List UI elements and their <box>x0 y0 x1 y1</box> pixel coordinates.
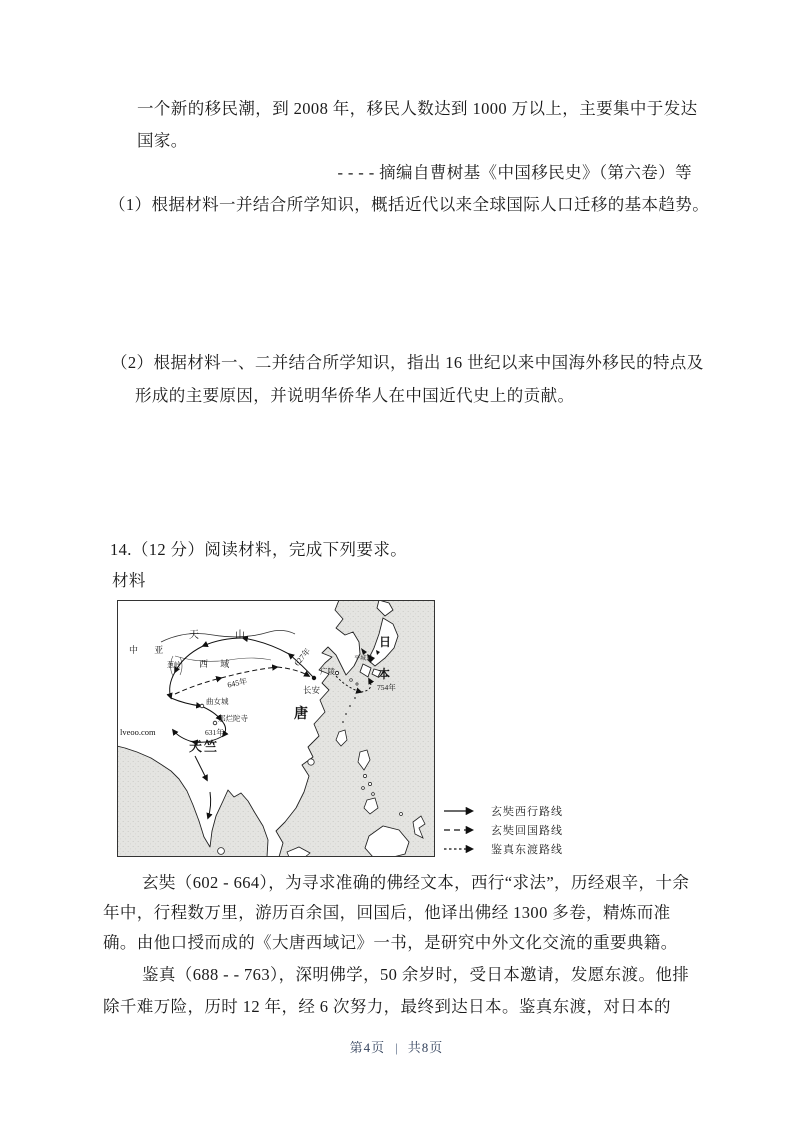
hainan-island <box>308 759 314 765</box>
label-year-631: 631年 <box>205 728 224 737</box>
legend-label: 鉴真东渡路线 <box>491 843 563 856</box>
legend-row-xuanzang-return <box>443 820 623 839</box>
legend-label: 玄奘西行路线 <box>491 805 563 818</box>
label-japan-ri: 日 <box>379 635 392 649</box>
dotted-route-arrow-icon <box>443 844 481 854</box>
page-footer <box>0 1037 793 1056</box>
jianzhen-paragraph-line: 除千难万险，历时 12 年，经 6 次努力，最终到达日本。鉴真东渡，对日本的 <box>103 997 671 1016</box>
guangling-dot <box>335 671 338 674</box>
paragraph-line: 一个新的移民潮，到 2008 年，移民人数达到 1000 万以上，主要集中于发达 <box>137 99 698 118</box>
label-changan: 长安 <box>303 685 321 695</box>
label-tang: 唐 <box>294 707 308 722</box>
legend-row-xuanzang-west <box>443 801 623 820</box>
legend-label: 玄奘回国路线 <box>491 824 563 837</box>
islet <box>400 813 403 816</box>
label-xiyu: 西 域 <box>199 659 235 669</box>
question-13-part2-line2: 形成的主要原因，并说明华侨华人在中国近代史上的贡献。 <box>135 386 575 405</box>
route-map-figure <box>117 600 435 857</box>
question-13-part1: （1）根据材料一并结合所学知识，概括近代以来全球国际人口迁移的基本趋势。 <box>109 195 710 214</box>
material-label: 材料 <box>112 571 146 590</box>
page-number: 第4页 <box>349 1040 386 1055</box>
islet <box>356 683 358 685</box>
route-map <box>117 600 435 857</box>
srilanka-island <box>218 848 225 855</box>
label-quenücheng: 曲女城 <box>206 697 229 706</box>
jianzhen-paragraph-line: 鉴真（688 - - 763），深明佛学，50 余岁时，受日本邀请，发愿东渡。他排 <box>142 965 690 984</box>
footer-separator: | <box>395 1040 398 1055</box>
dashed-route-arrow-icon <box>443 825 481 835</box>
nalantuo-dot <box>213 721 217 725</box>
xuanzang-paragraph-line: 确。由他口授而成的《大唐西域记》一书，是研究中外文化交流的重要典籍。 <box>103 933 678 952</box>
paragraph-line: 国家。 <box>137 131 188 150</box>
label-tianzhu: 天竺 <box>189 739 220 754</box>
tsushima-islet <box>350 679 353 682</box>
label-year-645: 645年 <box>226 676 248 690</box>
solid-route-arrow-icon <box>443 806 481 816</box>
xuanzang-paragraph-line: 玄奘（602 - 664），为寻求准确的佛经文本，西行“求法”，历经艰辛，十余 <box>142 873 690 892</box>
question-13-part2: （2）根据材料一、二并结合所学知识，指出 16 世纪以来中国海外移民的特点及 <box>111 353 704 372</box>
label-pingchengjing: 平城京 <box>354 656 373 662</box>
source-attribution: - - - - 摘编自曹树基《中国移民史》（第六卷）等 <box>337 163 692 182</box>
legend-row-jianzhen-east <box>443 839 623 858</box>
label-nalantuo: 那烂陀寺 <box>218 714 248 723</box>
label-year-627: 627年 <box>292 646 313 668</box>
xuanzang-paragraph-line: 年中，行程数万里，游历百余国，回国后，他译出佛经 1300 多卷，精炼而准 <box>103 903 671 922</box>
label-central-asia: 中 亚 <box>129 645 171 655</box>
changan-dot <box>312 676 316 680</box>
watermark: lveoo.com <box>120 727 156 737</box>
quenücheng-dot <box>200 704 204 708</box>
label-tianshan: 天 山 <box>189 630 258 641</box>
label-japan-ben: 本 <box>378 667 391 681</box>
label-year-754: 754年 <box>377 683 396 692</box>
map-legend <box>443 801 623 858</box>
label-guangling: 广陵 <box>320 667 335 676</box>
page-total: 共8页 <box>407 1040 444 1055</box>
label-congling: 葱岭 <box>167 661 181 669</box>
question-14-heading: 14.（12 分）阅读材料，完成下列要求。 <box>110 540 408 559</box>
